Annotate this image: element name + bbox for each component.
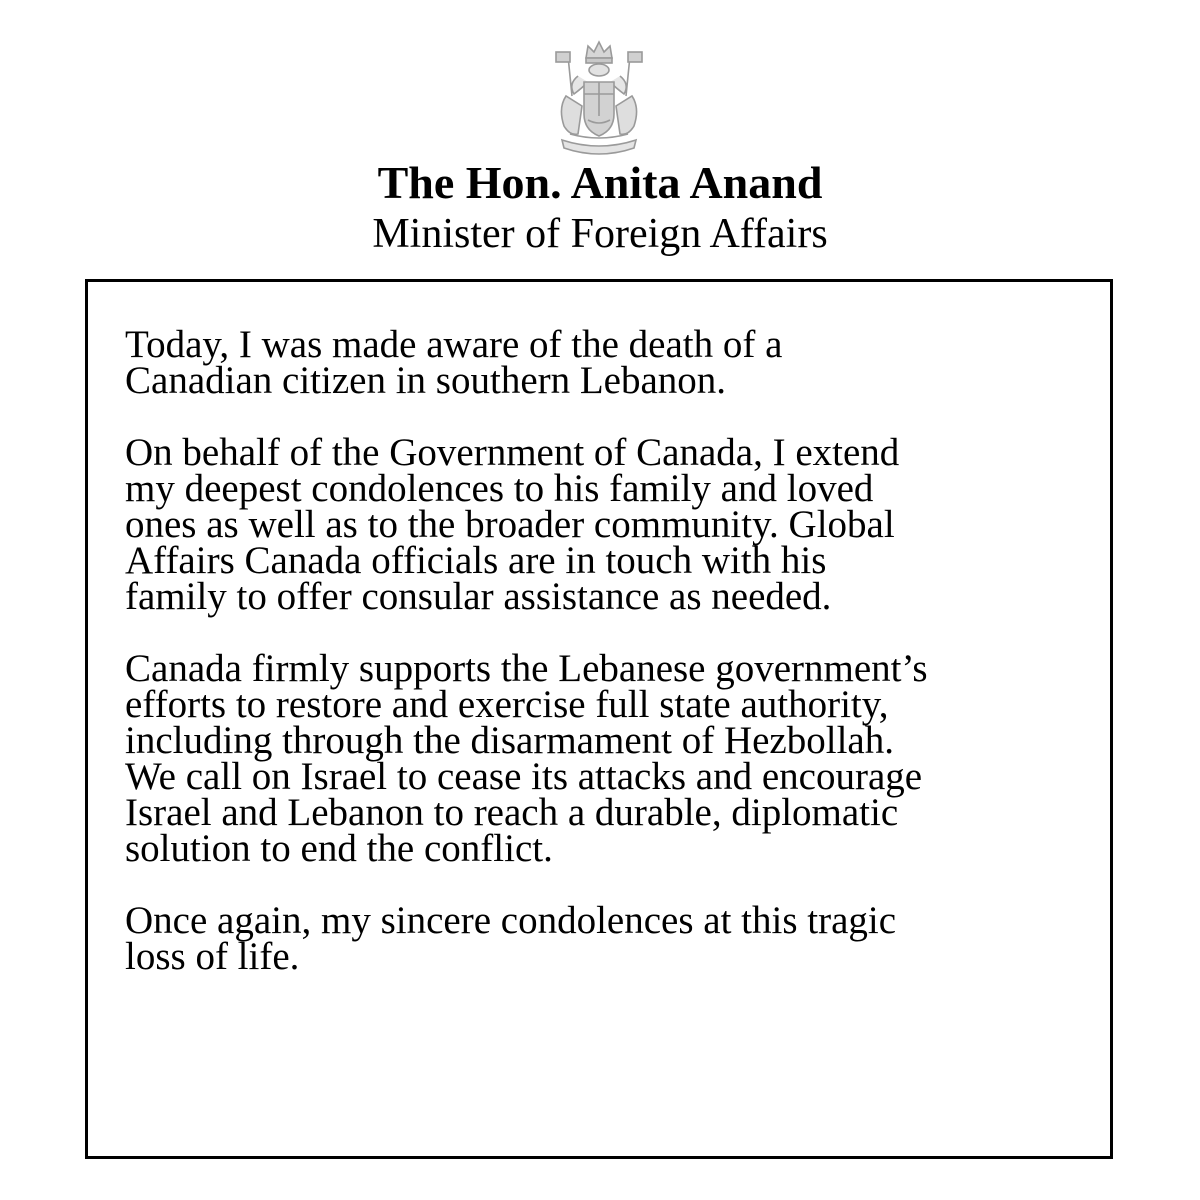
minister-title: Minister of Foreign Affairs xyxy=(372,211,828,257)
statement-line: Once again, my sincere condolences at this tragic xyxy=(125,899,897,942)
statement-line: including through the disarmament of Hezbollah. xyxy=(125,719,894,762)
minister-name: The Hon. Anita Anand xyxy=(377,157,823,208)
coat-of-arms-icon xyxy=(548,36,650,162)
statement-paragraph-3 xyxy=(125,647,1100,870)
statement-line: We call on Israel to cease its attacks and encourage xyxy=(125,755,923,798)
statement-line: loss of life. xyxy=(125,935,300,978)
statement-box xyxy=(85,279,1113,1159)
statement-line: ones as well as to the broader community. Global xyxy=(125,503,895,546)
statement-body xyxy=(125,323,1100,1011)
statement-line: efforts to restore and exercise full state authority, xyxy=(125,683,889,726)
statement-paragraph-4 xyxy=(125,899,1100,978)
statement-line: my deepest condolences to his family and loved xyxy=(125,467,874,510)
statement-line: Affairs Canada officials are in touch with his xyxy=(125,539,827,582)
statement-line: Canada firmly supports the Lebanese government’s xyxy=(125,647,928,690)
statement-line: Israel and Lebanon to reach a durable, diplomatic xyxy=(125,791,899,834)
statement-paragraph-2 xyxy=(125,431,1100,618)
statement-paragraph-1 xyxy=(125,323,1100,402)
statement-line: On behalf of the Government of Canada, I extend xyxy=(125,431,900,474)
statement-header xyxy=(0,157,1200,259)
statement-line: solution to end the conflict. xyxy=(125,827,553,870)
statement-line: Canadian citizen in southern Lebanon. xyxy=(125,359,727,402)
statement-line: family to offer consular assistance as needed. xyxy=(125,575,832,618)
statement-line: Today, I was made aware of the death of a xyxy=(125,323,783,366)
